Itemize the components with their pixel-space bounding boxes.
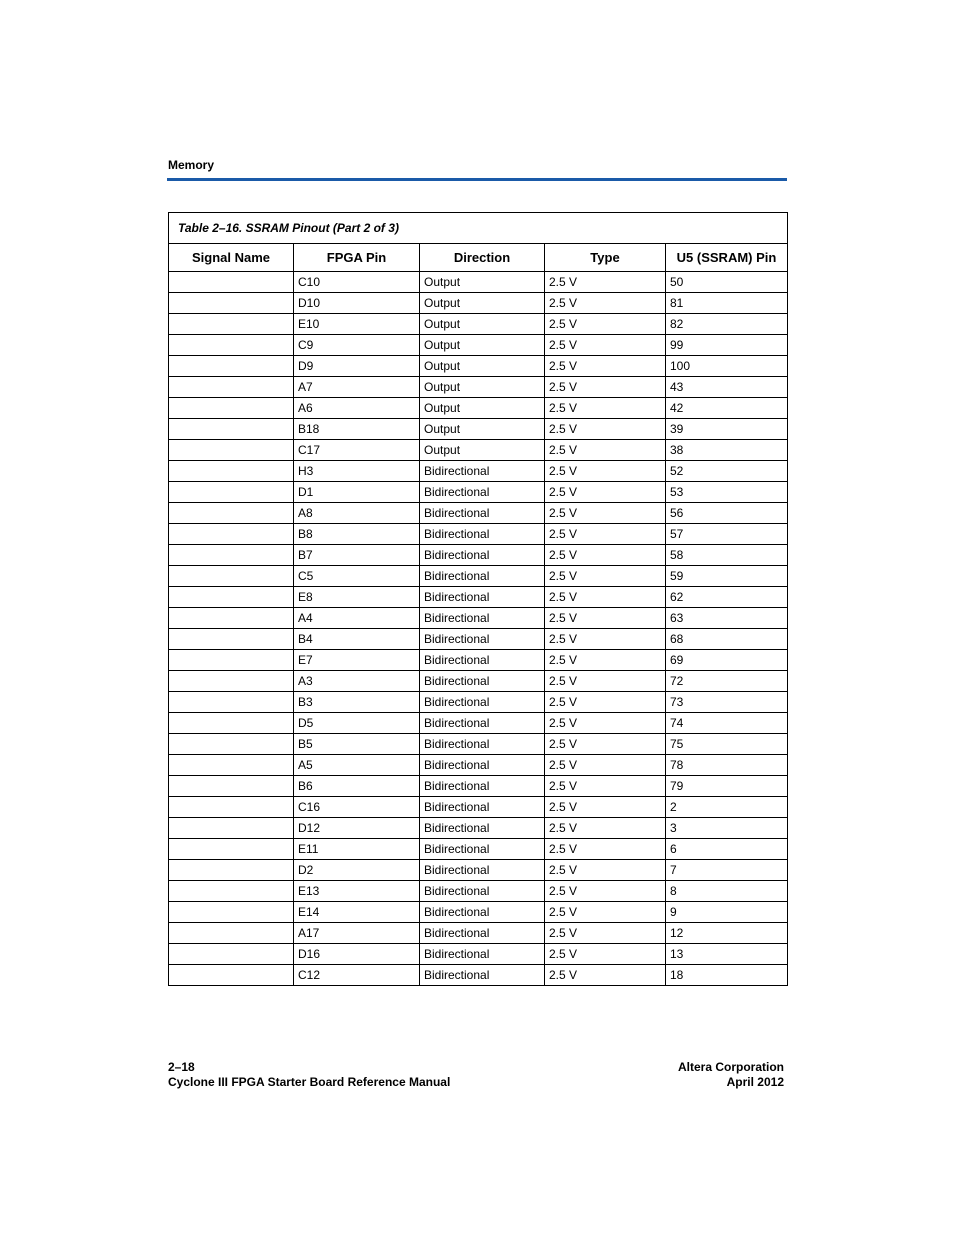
type-cell: 2.5 V	[545, 629, 666, 650]
table-row	[169, 965, 788, 986]
fpga-pin-cell: A17	[294, 923, 420, 944]
manual-title: Cyclone III FPGA Starter Board Reference Manual	[168, 1075, 451, 1089]
table-row	[169, 713, 788, 734]
footer-left	[168, 1060, 450, 1090]
direction-cell: Bidirectional	[420, 461, 545, 482]
type-cell: 2.5 V	[545, 713, 666, 734]
direction-cell: Bidirectional	[420, 587, 545, 608]
type-cell: 2.5 V	[545, 881, 666, 902]
table-row	[169, 734, 788, 755]
type-cell: 2.5 V	[545, 461, 666, 482]
table-row	[169, 524, 788, 545]
type-cell: 2.5 V	[545, 587, 666, 608]
signal-name-cell	[169, 293, 294, 314]
ssram-pin-cell: 58	[666, 545, 788, 566]
direction-cell: Bidirectional	[420, 902, 545, 923]
signal-name-cell	[169, 545, 294, 566]
direction-cell: Bidirectional	[420, 650, 545, 671]
publication-date: April 2012	[726, 1075, 784, 1089]
type-cell: 2.5 V	[545, 503, 666, 524]
fpga-pin-cell: A5	[294, 755, 420, 776]
fpga-pin-cell: E10	[294, 314, 420, 335]
table-header-row	[169, 244, 788, 272]
type-cell: 2.5 V	[545, 608, 666, 629]
type-cell: 2.5 V	[545, 335, 666, 356]
table-row	[169, 860, 788, 881]
fpga-pin-cell: C10	[294, 272, 420, 293]
ssram-pin-cell: 6	[666, 839, 788, 860]
ssram-pin-cell: 56	[666, 503, 788, 524]
table-row	[169, 335, 788, 356]
ssram-pin-cell: 50	[666, 272, 788, 293]
signal-name-cell	[169, 860, 294, 881]
type-cell: 2.5 V	[545, 944, 666, 965]
type-cell: 2.5 V	[545, 482, 666, 503]
signal-name-cell	[169, 608, 294, 629]
fpga-pin-cell: D5	[294, 713, 420, 734]
direction-cell: Bidirectional	[420, 692, 545, 713]
type-cell: 2.5 V	[545, 923, 666, 944]
ssram-pin-cell: 13	[666, 944, 788, 965]
direction-cell: Output	[420, 356, 545, 377]
table-row	[169, 272, 788, 293]
column-header-direction: Direction	[420, 244, 545, 272]
signal-name-cell	[169, 335, 294, 356]
ssram-pin-cell: 81	[666, 293, 788, 314]
table-row	[169, 398, 788, 419]
table-row	[169, 797, 788, 818]
table-row	[169, 587, 788, 608]
type-cell: 2.5 V	[545, 776, 666, 797]
direction-cell: Bidirectional	[420, 944, 545, 965]
column-header-type: Type	[545, 244, 666, 272]
direction-cell: Bidirectional	[420, 776, 545, 797]
ssram-pinout-table	[168, 212, 788, 986]
table-row	[169, 944, 788, 965]
ssram-pin-cell: 9	[666, 902, 788, 923]
page-number: 2–18	[168, 1060, 195, 1074]
type-cell: 2.5 V	[545, 545, 666, 566]
ssram-pin-cell: 68	[666, 629, 788, 650]
table-row	[169, 650, 788, 671]
direction-cell: Output	[420, 335, 545, 356]
type-cell: 2.5 V	[545, 734, 666, 755]
table-caption: Table 2–16. SSRAM Pinout (Part 2 of 3)	[169, 213, 788, 244]
fpga-pin-cell: E13	[294, 881, 420, 902]
fpga-pin-cell: D1	[294, 482, 420, 503]
ssram-pin-cell: 53	[666, 482, 788, 503]
table-row	[169, 293, 788, 314]
ssram-pin-cell: 43	[666, 377, 788, 398]
table-caption-row	[169, 213, 788, 244]
fpga-pin-cell: D9	[294, 356, 420, 377]
pinout-table-container	[168, 212, 787, 986]
fpga-pin-cell: D2	[294, 860, 420, 881]
signal-name-cell	[169, 818, 294, 839]
direction-cell: Bidirectional	[420, 818, 545, 839]
signal-name-cell	[169, 839, 294, 860]
signal-name-cell	[169, 587, 294, 608]
direction-cell: Bidirectional	[420, 629, 545, 650]
signal-name-cell	[169, 881, 294, 902]
signal-name-cell	[169, 902, 294, 923]
type-cell: 2.5 V	[545, 797, 666, 818]
signal-name-cell	[169, 650, 294, 671]
table-row	[169, 356, 788, 377]
signal-name-cell	[169, 314, 294, 335]
type-cell: 2.5 V	[545, 293, 666, 314]
table-row	[169, 881, 788, 902]
direction-cell: Bidirectional	[420, 965, 545, 986]
fpga-pin-cell: B3	[294, 692, 420, 713]
type-cell: 2.5 V	[545, 902, 666, 923]
ssram-pin-cell: 42	[666, 398, 788, 419]
type-cell: 2.5 V	[545, 965, 666, 986]
fpga-pin-cell: B8	[294, 524, 420, 545]
direction-cell: Bidirectional	[420, 923, 545, 944]
type-cell: 2.5 V	[545, 377, 666, 398]
direction-cell: Bidirectional	[420, 839, 545, 860]
company-name: Altera Corporation	[677, 1060, 784, 1074]
ssram-pin-cell: 75	[666, 734, 788, 755]
signal-name-cell	[169, 692, 294, 713]
type-cell: 2.5 V	[545, 860, 666, 881]
direction-cell: Output	[420, 398, 545, 419]
table-row	[169, 482, 788, 503]
ssram-pin-cell: 62	[666, 587, 788, 608]
fpga-pin-cell: E8	[294, 587, 420, 608]
signal-name-cell	[169, 377, 294, 398]
table-row	[169, 818, 788, 839]
ssram-pin-cell: 99	[666, 335, 788, 356]
fpga-pin-cell: H3	[294, 461, 420, 482]
ssram-pin-cell: 52	[666, 461, 788, 482]
direction-cell: Bidirectional	[420, 503, 545, 524]
ssram-pin-cell: 8	[666, 881, 788, 902]
type-cell: 2.5 V	[545, 650, 666, 671]
direction-cell: Output	[420, 377, 545, 398]
type-cell: 2.5 V	[545, 671, 666, 692]
table-row	[169, 461, 788, 482]
table-row	[169, 545, 788, 566]
table-row	[169, 671, 788, 692]
signal-name-cell	[169, 944, 294, 965]
ssram-pin-cell: 39	[666, 419, 788, 440]
type-cell: 2.5 V	[545, 272, 666, 293]
direction-cell: Output	[420, 314, 545, 335]
type-cell: 2.5 V	[545, 566, 666, 587]
table-row	[169, 839, 788, 860]
direction-cell: Bidirectional	[420, 713, 545, 734]
table-row	[169, 377, 788, 398]
table-row	[169, 629, 788, 650]
table-row	[169, 902, 788, 923]
ssram-pin-cell: 3	[666, 818, 788, 839]
direction-cell: Bidirectional	[420, 608, 545, 629]
direction-cell: Output	[420, 419, 545, 440]
fpga-pin-cell: A3	[294, 671, 420, 692]
ssram-pin-cell: 12	[666, 923, 788, 944]
ssram-pin-cell: 79	[666, 776, 788, 797]
signal-name-cell	[169, 713, 294, 734]
ssram-pin-cell: 18	[666, 965, 788, 986]
column-header-ssram-pin: U5 (SSRAM) Pin	[666, 244, 788, 272]
ssram-pin-cell: 7	[666, 860, 788, 881]
fpga-pin-cell: D16	[294, 944, 420, 965]
ssram-pin-cell: 69	[666, 650, 788, 671]
type-cell: 2.5 V	[545, 314, 666, 335]
ssram-pin-cell: 74	[666, 713, 788, 734]
direction-cell: Output	[420, 293, 545, 314]
signal-name-cell	[169, 734, 294, 755]
ssram-pin-cell: 100	[666, 356, 788, 377]
footer-right	[678, 1060, 784, 1090]
table-row	[169, 692, 788, 713]
fpga-pin-cell: A8	[294, 503, 420, 524]
ssram-pin-cell: 59	[666, 566, 788, 587]
table-row	[169, 755, 788, 776]
ssram-pin-cell: 57	[666, 524, 788, 545]
signal-name-cell	[169, 440, 294, 461]
ssram-pin-cell: 63	[666, 608, 788, 629]
signal-name-cell	[169, 461, 294, 482]
fpga-pin-cell: C17	[294, 440, 420, 461]
direction-cell: Bidirectional	[420, 734, 545, 755]
direction-cell: Bidirectional	[420, 797, 545, 818]
signal-name-cell	[169, 797, 294, 818]
ssram-pin-cell: 72	[666, 671, 788, 692]
fpga-pin-cell: A4	[294, 608, 420, 629]
direction-cell: Bidirectional	[420, 755, 545, 776]
direction-cell: Bidirectional	[420, 566, 545, 587]
table-body	[169, 272, 788, 986]
signal-name-cell	[169, 755, 294, 776]
section-header: Memory	[168, 158, 215, 172]
signal-name-cell	[169, 965, 294, 986]
signal-name-cell	[169, 398, 294, 419]
fpga-pin-cell: C16	[294, 797, 420, 818]
table-row	[169, 923, 788, 944]
fpga-pin-cell: B18	[294, 419, 420, 440]
table-row	[169, 314, 788, 335]
signal-name-cell	[169, 671, 294, 692]
table-row	[169, 608, 788, 629]
fpga-pin-cell: E14	[294, 902, 420, 923]
fpga-pin-cell: B4	[294, 629, 420, 650]
fpga-pin-cell: E11	[294, 839, 420, 860]
signal-name-cell	[169, 629, 294, 650]
signal-name-cell	[169, 419, 294, 440]
direction-cell: Output	[420, 272, 545, 293]
type-cell: 2.5 V	[545, 692, 666, 713]
column-header-fpga-pin: FPGA Pin	[294, 244, 420, 272]
type-cell: 2.5 V	[545, 524, 666, 545]
fpga-pin-cell: D10	[294, 293, 420, 314]
type-cell: 2.5 V	[545, 818, 666, 839]
signal-name-cell	[169, 923, 294, 944]
fpga-pin-cell: D12	[294, 818, 420, 839]
type-cell: 2.5 V	[545, 755, 666, 776]
ssram-pin-cell: 78	[666, 755, 788, 776]
signal-name-cell	[169, 566, 294, 587]
direction-cell: Bidirectional	[420, 881, 545, 902]
direction-cell: Bidirectional	[420, 860, 545, 881]
ssram-pin-cell: 2	[666, 797, 788, 818]
type-cell: 2.5 V	[545, 356, 666, 377]
direction-cell: Bidirectional	[420, 671, 545, 692]
column-header-signal-name: Signal Name	[169, 244, 294, 272]
fpga-pin-cell: C9	[294, 335, 420, 356]
header-rule	[167, 178, 787, 181]
fpga-pin-cell: E7	[294, 650, 420, 671]
direction-cell: Bidirectional	[420, 524, 545, 545]
direction-cell: Bidirectional	[420, 545, 545, 566]
signal-name-cell	[169, 776, 294, 797]
signal-name-cell	[169, 356, 294, 377]
direction-cell: Bidirectional	[420, 482, 545, 503]
ssram-pin-cell: 82	[666, 314, 788, 335]
fpga-pin-cell: B6	[294, 776, 420, 797]
signal-name-cell	[169, 272, 294, 293]
table-row	[169, 440, 788, 461]
ssram-pin-cell: 38	[666, 440, 788, 461]
table-row	[169, 566, 788, 587]
fpga-pin-cell: A6	[294, 398, 420, 419]
fpga-pin-cell: B5	[294, 734, 420, 755]
type-cell: 2.5 V	[545, 839, 666, 860]
table-row	[169, 419, 788, 440]
type-cell: 2.5 V	[545, 419, 666, 440]
table-row	[169, 503, 788, 524]
fpga-pin-cell: C5	[294, 566, 420, 587]
type-cell: 2.5 V	[545, 440, 666, 461]
direction-cell: Output	[420, 440, 545, 461]
table-row	[169, 776, 788, 797]
signal-name-cell	[169, 482, 294, 503]
fpga-pin-cell: B7	[294, 545, 420, 566]
type-cell: 2.5 V	[545, 398, 666, 419]
signal-name-cell	[169, 524, 294, 545]
signal-name-cell	[169, 503, 294, 524]
ssram-pin-cell: 73	[666, 692, 788, 713]
fpga-pin-cell: C12	[294, 965, 420, 986]
fpga-pin-cell: A7	[294, 377, 420, 398]
